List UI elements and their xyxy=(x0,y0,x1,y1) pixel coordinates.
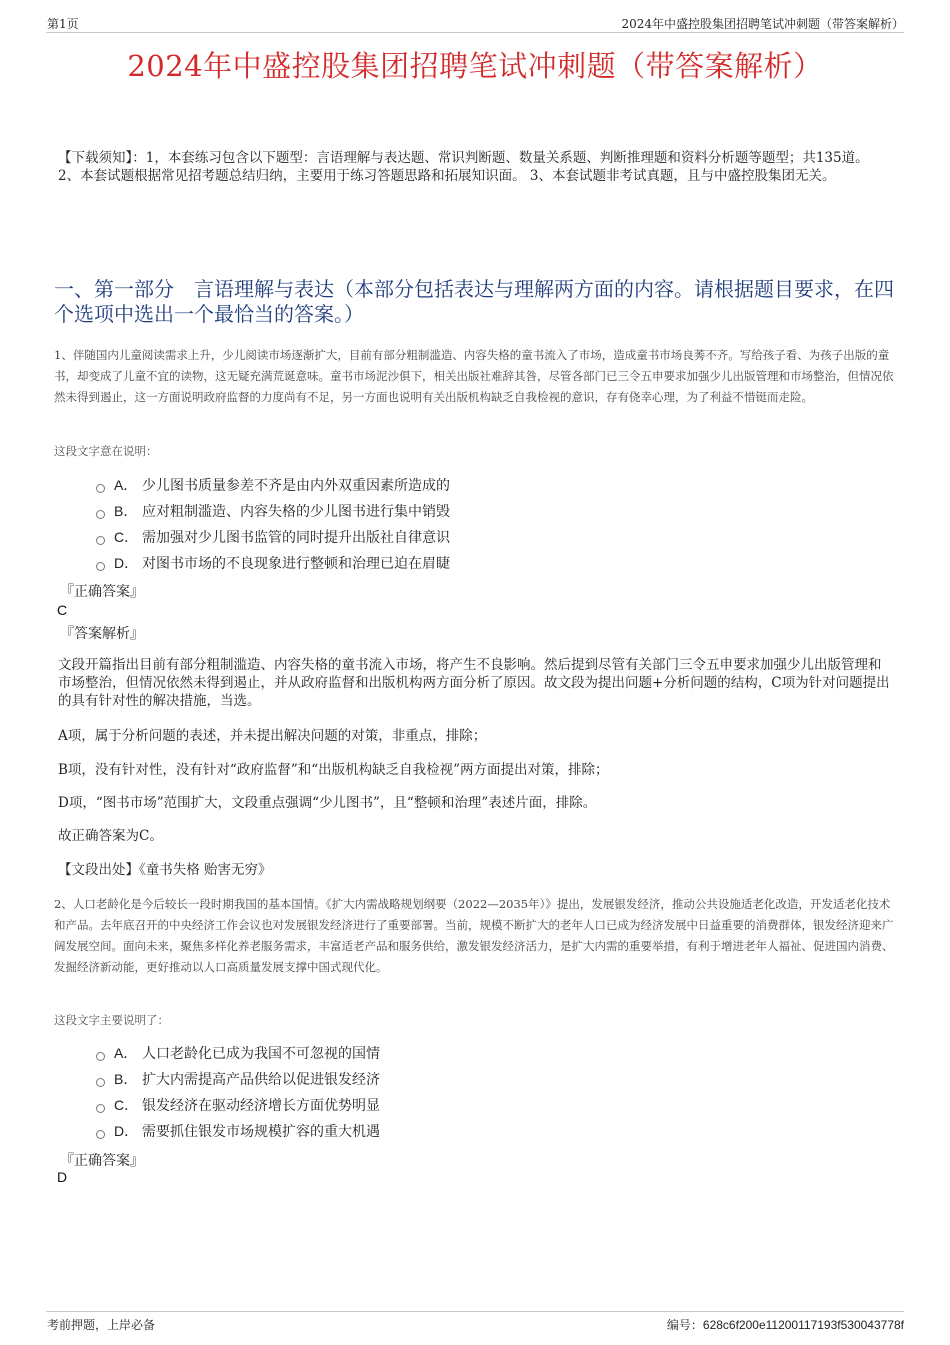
option-letter: D． xyxy=(114,555,139,571)
analysis-paragraph: 文段开篇指出目前有部分粗制滥造、内容失格的童书流入市场，将产生不良影响。然后提到尽管有关部门三令五申要求加强少儿出版管理和市场整治，但情况依然未得到遏止，并从政府监督和出版机构两方面分析了原因。故文段为提出问题+分析问题的结构，C项为针对问题提出的具有针对性的解决措施，当选。 xyxy=(58,657,890,709)
question-1-prompt: 这段文字意在说明： xyxy=(54,444,158,458)
question-2-options xyxy=(96,1040,380,1144)
footer-divider xyxy=(46,1311,904,1312)
option-b[interactable] xyxy=(96,1066,380,1092)
radio-icon[interactable] xyxy=(96,1130,105,1139)
option-d[interactable] xyxy=(96,1118,380,1144)
option-text: 银发经济在驱动经济增长方面优势明显 xyxy=(142,1098,380,1114)
correct-answer-label: 『正确答案』 xyxy=(60,1153,144,1169)
option-text: 对图书市场的不良现象进行整顿和治理已迫在眉睫 xyxy=(142,556,450,572)
option-letter: C． xyxy=(114,529,139,545)
option-letter: C． xyxy=(114,1097,139,1113)
option-a[interactable] xyxy=(96,1040,380,1066)
question-1-options xyxy=(96,472,450,576)
footer-serial xyxy=(667,1316,904,1333)
footer-slogan: 考前押题，上岸必备 xyxy=(47,1318,156,1332)
analysis-conclusion: 故正确答案为C。 xyxy=(58,828,163,844)
option-text: 扩大内需提高产品供给以促进银发经济 xyxy=(142,1072,380,1088)
serial-label: 编号： xyxy=(666,1318,703,1332)
download-notice: 【下载须知】：1，本套练习包含以下题型：言语理解与表达题、常识判断题、数量关系题、判断推理题和资料分析题等题型；共135道。 2、本套试题根据常见招考题总结归纳，主要用于练习答题思路和拓展知识面。 3、本套试题非考试真题，且与中盛控股集团无关。 xyxy=(58,150,869,184)
correct-answer: D xyxy=(57,1169,68,1185)
radio-icon[interactable] xyxy=(96,510,105,519)
radio-icon[interactable] xyxy=(96,1078,105,1087)
document-title: 2024年中盛控股集团招聘笔试冲刺题（带答案解析） xyxy=(127,49,823,83)
option-letter: A． xyxy=(114,477,138,493)
header-divider xyxy=(46,32,904,33)
option-text: 少儿图书质量参差不齐是由内外双重因素所造成的 xyxy=(142,478,450,494)
analysis-option-b: B项，没有针对性，没有针对“政府监督”和“出版机构缺乏自我检视”两方面提出对策，排除； xyxy=(58,762,609,778)
option-c[interactable] xyxy=(96,524,450,550)
analysis-option-d: D项，“图书市场”范围扩大，文段重点强调“少儿图书”，且“整顿和治理”表述片面，排除。 xyxy=(58,795,597,811)
option-letter: A． xyxy=(114,1045,138,1061)
option-letter: B． xyxy=(114,1071,138,1087)
section-heading: 一、第一部分 言语理解与表达（本部分包括表达与理解两方面的内容。请根据题目要求，在四个选项中选出一个最恰当的答案。） xyxy=(54,277,894,326)
radio-icon[interactable] xyxy=(96,536,105,545)
option-letter: D． xyxy=(114,1123,139,1139)
radio-icon[interactable] xyxy=(96,1052,105,1061)
option-text: 需加强对少儿图书监管的同时提升出版社自律意识 xyxy=(142,530,450,546)
option-text: 人口老龄化已成为我国不可忽视的国情 xyxy=(142,1046,380,1062)
page-number: 第1页 xyxy=(47,17,79,31)
option-text: 需要抓住银发市场规模扩容的重大机遇 xyxy=(142,1124,380,1140)
question-2-text: 2、人口老龄化是今后较长一段时期我国的基本国情。《扩大内需战略规划纲要（2022—2035年）》提出，发展银发经济，推动公共设施适老化改造，开发适老化技术和产品。去年底召开的中央经济工作会议也对发展银发经济进行了重要部署。当前，规模不断扩大的老年人口已成为经济发展中日益重要的消费群体，银发经济迎来广阔发展空间。面向未来，聚焦多样化养老服务需求，丰富适老产品和服务供给，激发银发经济活力，是扩大内需的重要举措，有利于增进老年人福祉、促进国内消费、发掘经济新动能，更好推动以人口高质量发展支撑中国式现代化。 xyxy=(54,897,894,974)
radio-icon[interactable] xyxy=(96,562,105,571)
option-a[interactable] xyxy=(96,472,450,498)
option-text: 应对粗制滥造、内容失格的少儿图书进行集中销毁 xyxy=(142,504,450,520)
analysis-option-a: A项，属于分析问题的表述，并未提出解决问题的对策，非重点，排除； xyxy=(58,728,487,744)
question-2-prompt: 这段文字主要说明了： xyxy=(54,1013,169,1027)
analysis-label: 『答案解析』 xyxy=(60,626,144,642)
running-title: 2024年中盛控股集团招聘笔试冲刺题（带答案解析） xyxy=(621,17,904,31)
option-c[interactable] xyxy=(96,1092,380,1118)
serial-number: 628c6f200e11200117193f530043778f xyxy=(702,1318,904,1332)
radio-icon[interactable] xyxy=(96,1104,105,1113)
question-1-text: 1、伴随国内儿童阅读需求上升，少儿阅读市场逐渐扩大，目前有部分粗制滥造、内容失格的童书流入了市场，造成童书市场良莠不齐。写给孩子看、为孩子出版的童书，却变成了儿童不宜的读物，这无疑充满荒诞意味。童书市场泥沙俱下，相关出版社难辞其咎，尽管各部门已三令五申要求加强少儿出版管理和市场整治，但情况依然未得到遏止，这一方面说明政府监督的力度尚有不足，另一方面也说明有关出版机构缺乏自我检视的意识，存有侥幸心理，为了利益不惜铤而走险。 xyxy=(54,348,894,404)
option-b[interactable] xyxy=(96,498,450,524)
source-note: 【文段出处】《童书失格 贻害无穷》 xyxy=(58,862,272,878)
option-d[interactable] xyxy=(96,550,450,576)
option-letter: B． xyxy=(114,503,138,519)
radio-icon[interactable] xyxy=(96,484,105,493)
correct-answer: C xyxy=(57,602,68,618)
correct-answer-label: 『正确答案』 xyxy=(60,584,144,600)
